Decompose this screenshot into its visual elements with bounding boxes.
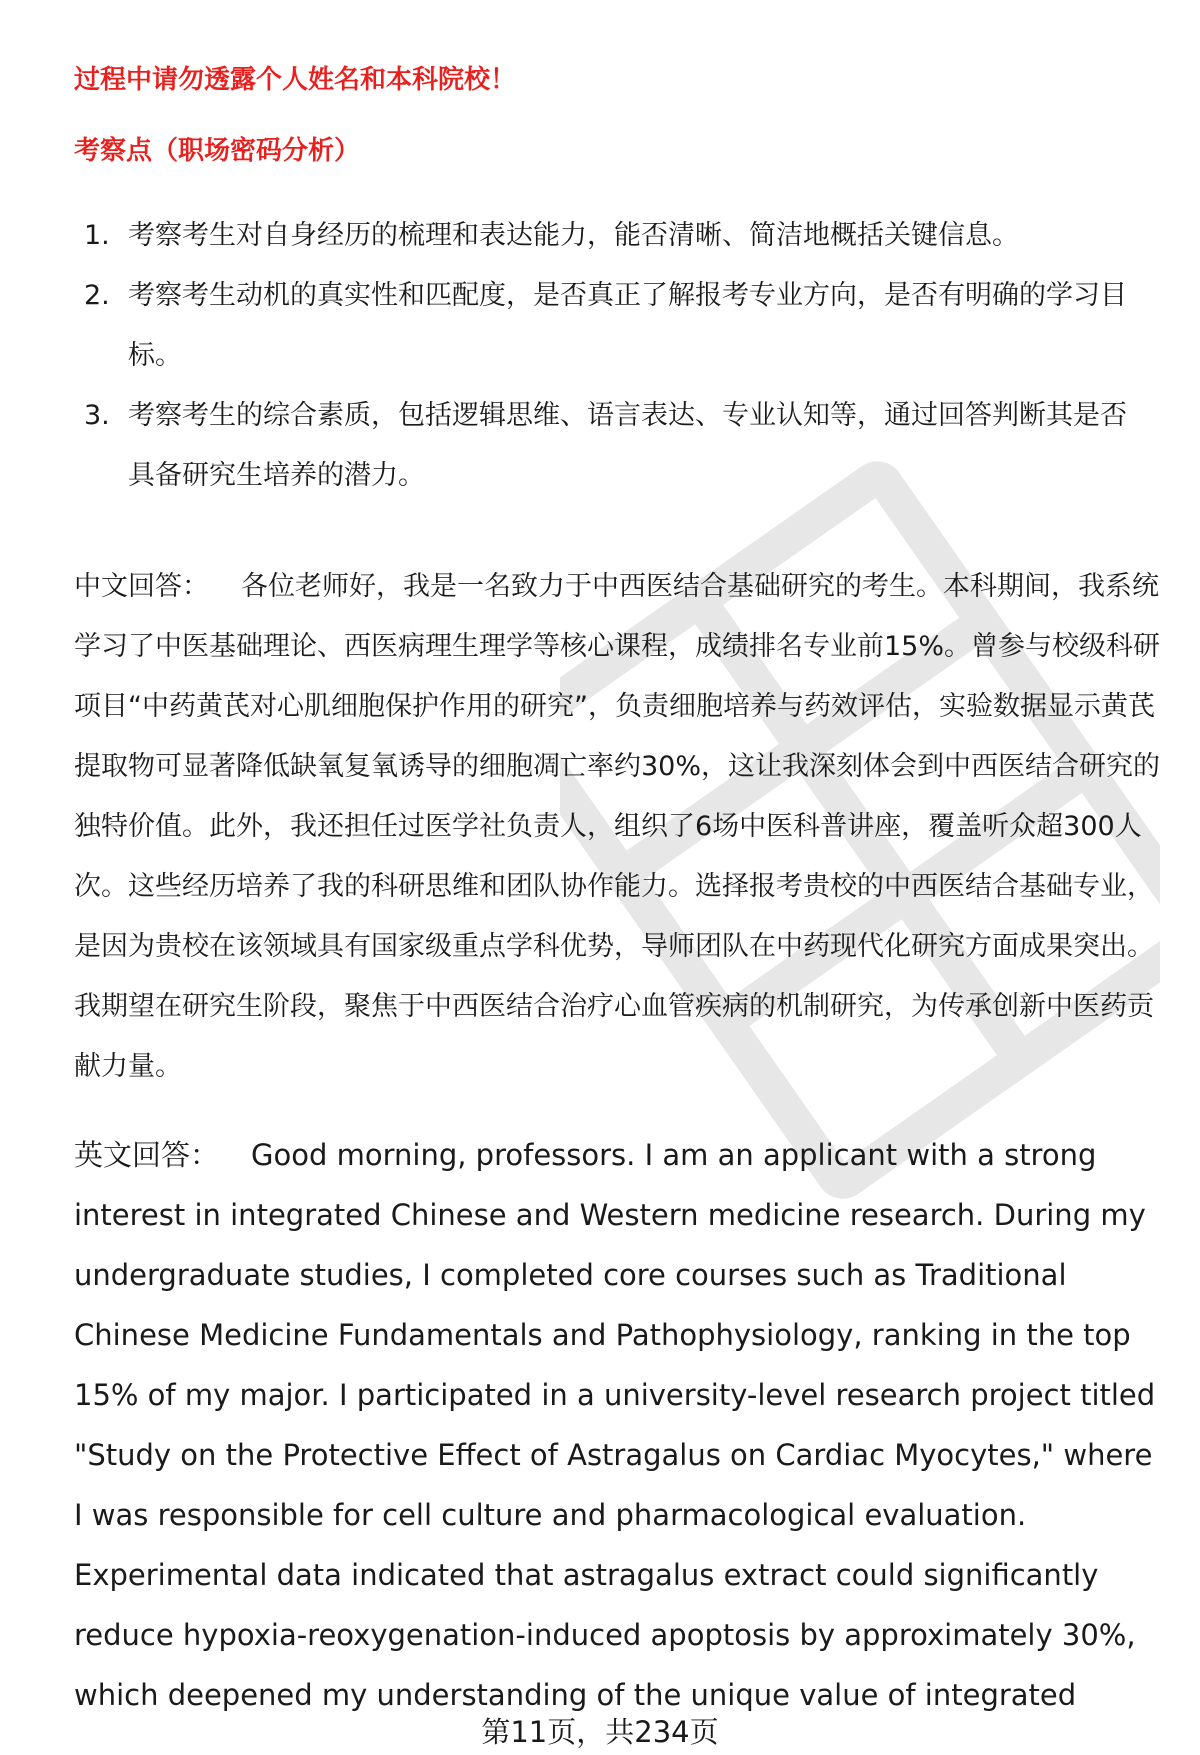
chinese-answer-paragraph — [74, 557, 1164, 1097]
assessment-points-list — [84, 206, 1144, 506]
list-item-text: 考察考生的综合素质，包括逻辑思维、语言表达、专业认知等，通过回答判断其是否具备研究生培养的潜力。 — [128, 400, 1127, 491]
english-answer-text: Good morning, professors. I am an applicant with a strong interest in integrated Chinese and Western medicine research. During my undergraduate studies, I completed core courses such as Traditional Chinese Medicine Fundamentals and Pathophysiology, ranking in the top 15% of my major. I participated in a university-level research project titled "Study on the Protective Effect of Astragalus on Cardiac Myocytes," where I was responsible for cell culture and pharmacological evaluation. Experimental data indicated that astragalus extract could significantly reduce hypoxia-reoxygenation-induced apoptosis by approximately 30%, which deepened my understanding of the unique value of integrated — [74, 1138, 1156, 1712]
list-item-number: 2. — [84, 280, 110, 311]
page-number-footer: 第11页，共234页 — [481, 1715, 719, 1749]
section-title: 考察点（职场密码分析） — [74, 136, 361, 166]
privacy-warning: 过程中请勿透露个人姓名和本科院校！ — [74, 65, 517, 95]
list-item-text: 考察考生动机的真实性和匹配度，是否真正了解报考专业方向，是否有明确的学习目标。 — [128, 280, 1127, 371]
english-answer-label: 英文回答： — [74, 1138, 220, 1172]
list-item-number: 3. — [84, 400, 110, 431]
list-item-text: 考察考生对自身经历的梳理和表达能力，能否清晰、简洁地概括关键信息。 — [128, 220, 1019, 251]
list-item — [84, 386, 1144, 506]
chinese-answer-text: 各位老师好，我是一名致力于中西医结合基础研究的考生。本科期间，我系统学习了中医基础理论、西医病理生理学等核心课程，成绩排名专业前15%。曾参与校级科研项目“中药黄芪对心肌细胞保护作用的研究”，负责细胞培养与药效评估，实验数据显示黄芪提取物可显著降低缺氧复氧诱导的细胞凋亡率约30%，这让我深刻体会到中西医结合研究的独特价值。此外，我还担任过医学社负责人，组织了6场中医科普讲座，覆盖听众超300人次。这些经历培养了我的科研思维和团队协作能力。选择报考贵校的中西医结合基础专业，是因为贵校在该领域具有国家级重点学科优势，导师团队在中药现代化研究方面成果突出。我期望在研究生阶段，聚焦于中西医结合治疗心血管疾病的机制研究，为传承创新中医药贡献力量。 — [74, 571, 1161, 1082]
chinese-answer-label: 中文回答： — [74, 571, 209, 602]
english-answer-paragraph — [74, 1125, 1164, 1725]
list-item-number: 1. — [84, 220, 110, 251]
list-item — [84, 266, 1144, 386]
list-item — [84, 206, 1144, 266]
